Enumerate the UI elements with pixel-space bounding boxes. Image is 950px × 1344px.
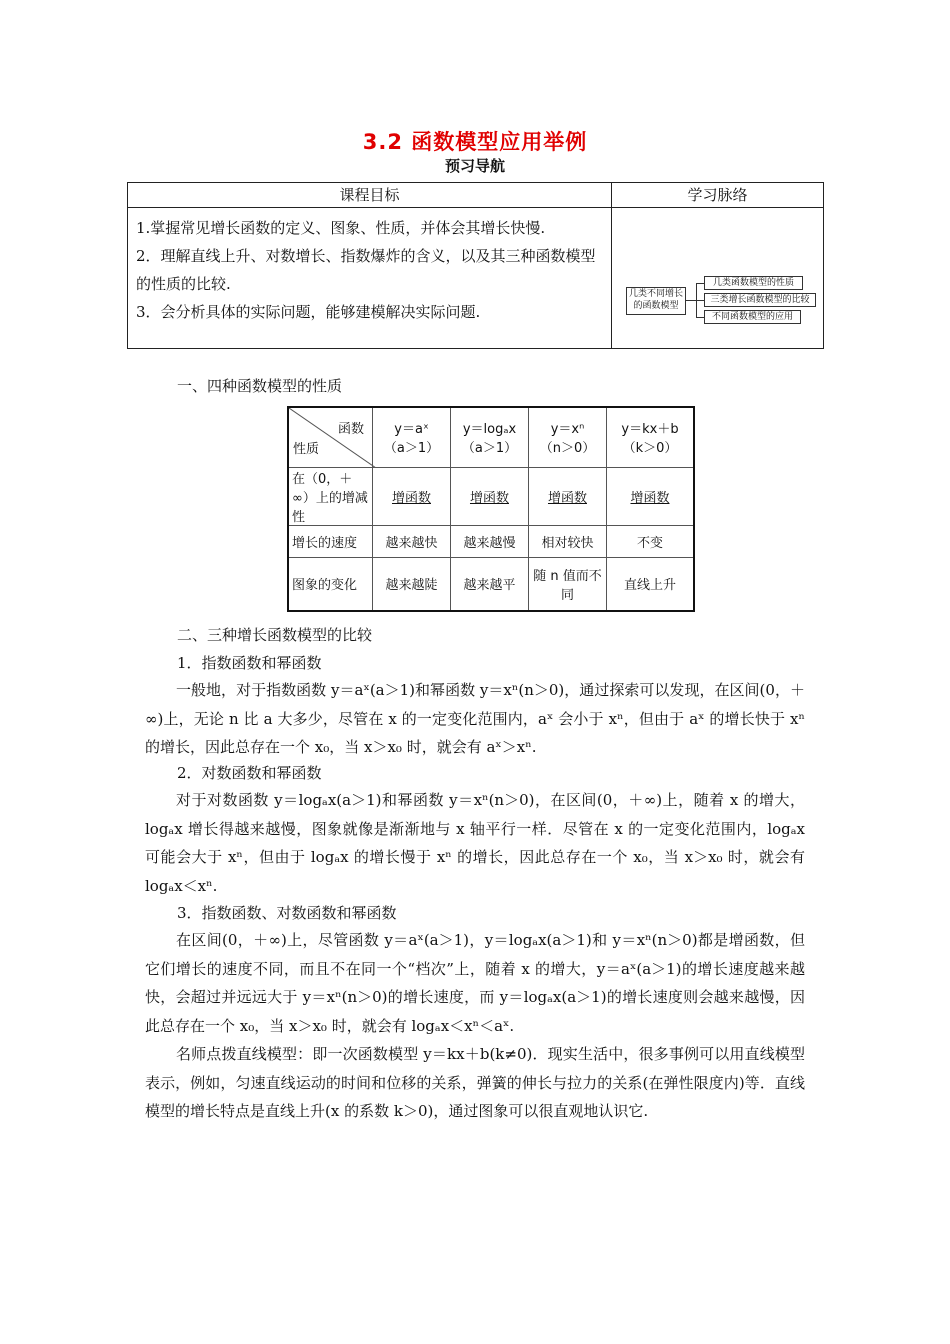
table-cell: 直线上升	[607, 557, 695, 611]
function-header	[451, 407, 529, 467]
table-cell: 越来越陡	[373, 557, 451, 611]
diagram-branch: 三类增长函数模型的比较	[704, 293, 816, 307]
function-formula: y＝logₐx	[462, 422, 517, 438]
row-label: 在（0，＋∞）上的增减性	[288, 467, 373, 525]
row-label: 增长的速度	[288, 525, 373, 557]
goal-item: 3．会分析具体的实际问题，能够建模解决实际问题.	[136, 303, 481, 321]
goals-header: 课程目标	[128, 183, 612, 208]
goals-cell	[128, 208, 612, 349]
connector	[696, 283, 704, 284]
section-heading: 二、三种增长函数模型的比较	[177, 626, 373, 644]
table-cell: 越来越快	[373, 525, 451, 557]
function-header	[529, 407, 607, 467]
table-cell: 增函数	[373, 467, 451, 525]
goal-item: 2．理解直线上升、对数增长、指数爆炸的含义，以及其三种函数模型的性质的比较.	[136, 247, 596, 293]
table-cell: 增函数	[451, 467, 529, 525]
table-cell: 随 n 值而不同	[529, 557, 607, 611]
corner-header-cell	[288, 407, 373, 467]
outline-cell	[612, 208, 824, 349]
diagram-branch: 几类函数模型的性质	[704, 276, 803, 290]
function-condition: （k＞0）	[622, 441, 678, 457]
diagram-branch: 不同函数模型的应用	[704, 310, 801, 324]
function-formula: y＝kx＋b	[621, 422, 679, 438]
page-title: 3.2 函数模型应用举例	[362, 130, 588, 154]
paragraph: 在区间(0，＋∞)上，尽管函数 y＝aˣ(a＞1)，y＝logₐx(a＞1)和 y＝xⁿ(n＞0)都是增函数，但它们增长的速度不同，而且不在同一个“档次”上，随着 x 的增大，y＝aˣ(a＞1)的增长速度越来越快，会超过并远远大于 y＝xⁿ(n＞0)的增长速度，而 y＝logₐx(a＞1)的增长速度则会越来越慢，因此总存在一个 x₀，当 x＞x₀ 时，就会有 logₐx＜xⁿ＜aˣ.	[145, 931, 805, 1035]
section-heading: 一、四种函数模型的性质	[177, 377, 343, 395]
table-row	[288, 525, 694, 557]
corner-top-label: 函数	[337, 422, 364, 437]
function-condition: （n＞0）	[539, 441, 596, 457]
table-cell: 增函数	[529, 467, 607, 525]
row-label: 图象的变化	[288, 557, 373, 611]
function-properties-table	[287, 406, 695, 612]
connector	[685, 300, 696, 301]
paragraph: 一般地，对于指数函数 y＝aˣ(a＞1)和幂函数 y＝xⁿ(n＞0)，通过探索可以发现，在区间(0，＋∞)上，无论 n 比 a 大多少，尽管在 x 的一定变化范围内，aˣ 会小于 xⁿ，但由于 aˣ 的增长快于 xⁿ 的增长，因此总存在一个 x₀，当 x＞x₀ 时，就会有 aˣ＞xⁿ.	[145, 681, 805, 756]
page-subtitle: 预习导航	[444, 157, 505, 175]
table-cell: 相对较快	[529, 525, 607, 557]
connector	[696, 300, 704, 301]
function-formula: y＝aˣ	[394, 422, 429, 438]
function-condition: （a＞1）	[383, 441, 440, 457]
table-row	[288, 467, 694, 525]
subsection-heading: 2．对数函数和幂函数	[177, 764, 322, 782]
paragraph: 名师点拨直线模型：即一次函数模型 y＝kx＋b(k≠0)．现实生活中，很多事例可以用直线模型表示，例如，匀速直线运动的时间和位移的关系，弹簧的伸长与拉力的关系(在弹性限度内)等．直线模型的增长特点是直线上升(x 的系数 k＞0)，通过图象可以很直观地认识它.	[145, 1045, 805, 1120]
corner-bottom-label: 性质	[293, 441, 320, 457]
table-cell: 增函数	[607, 467, 695, 525]
table-cell: 越来越慢	[451, 525, 529, 557]
function-header	[607, 407, 695, 467]
table-cell: 不变	[607, 525, 695, 557]
subsection-heading: 1．指数函数和幂函数	[177, 654, 322, 672]
function-header	[373, 407, 451, 467]
subsection-heading: 3．指数函数、对数函数和幂函数	[177, 904, 397, 922]
outline-header: 学习脉络	[612, 183, 824, 208]
table-cell: 越来越平	[451, 557, 529, 611]
table-row	[288, 557, 694, 611]
function-formula: y＝xⁿ	[550, 422, 585, 438]
outline-diagram	[613, 209, 822, 347]
diagram-root: 几类不同增长的函数模型	[626, 287, 686, 315]
preview-nav-table	[127, 182, 824, 349]
connector	[696, 317, 704, 318]
goal-item: 1.掌握常见增长函数的定义、图象、性质，并体会其增长快慢.	[136, 219, 546, 237]
paragraph: 对于对数函数 y＝logₐx(a＞1)和幂函数 y＝xⁿ(n＞0)，在区间(0，＋∞)上，随着 x 的增大，logₐx 增长得越来越慢，图象就像是渐渐地与 x 轴平行一样．尽管在 x 的一定变化范围内，logₐx 可能会大于 xⁿ，但由于 logₐx 的增长慢于 xⁿ 的增长，因此总存在一个 x₀，当 x＞x₀ 时，就会有 logₐx＜xⁿ.	[145, 791, 805, 895]
function-condition: （a＞1）	[461, 441, 518, 457]
